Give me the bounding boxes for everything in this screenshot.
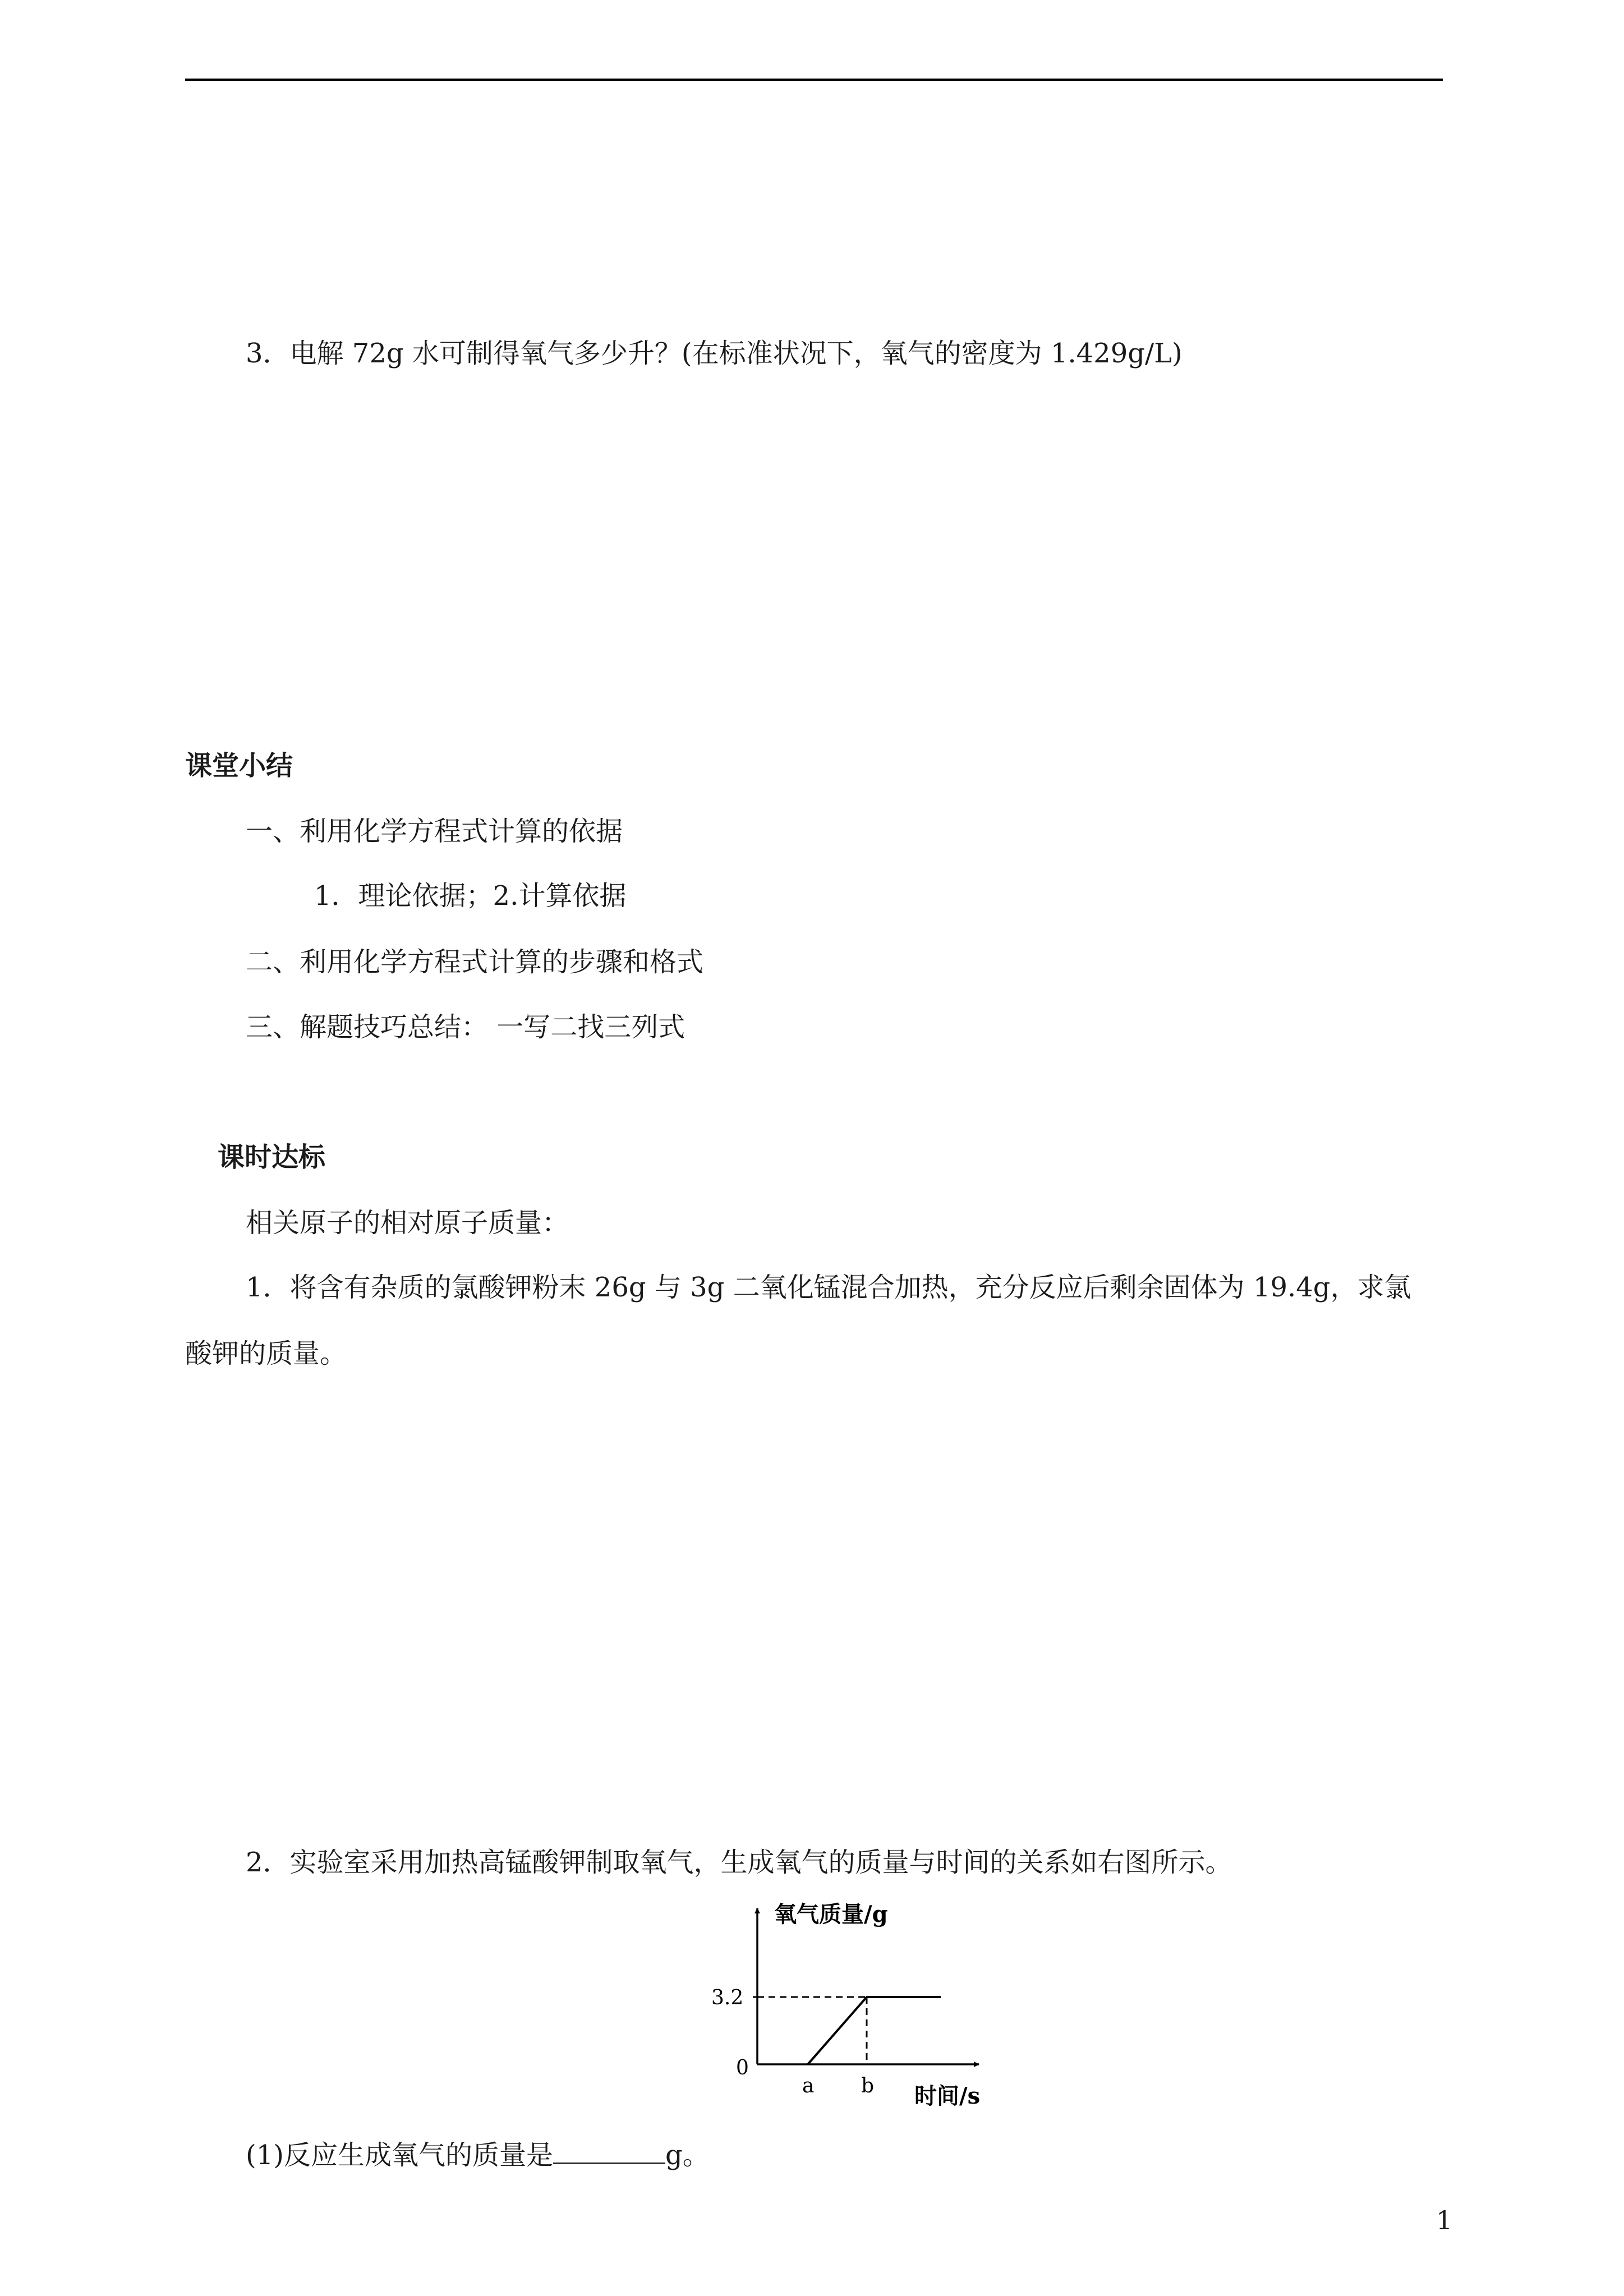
summary-item-1-sub: 1．理论依据；2.计算依据 [314,880,627,912]
origin-label: 0 [736,2056,749,2079]
drill-question-2-part-1 [246,2138,710,2172]
page-number: 1 [1436,2205,1453,2235]
drill-intro: 相关原子的相对原子质量： [246,1207,569,1239]
drill-question-1-line-1: 1．将含有杂质的氯酸钾粉末 26g 与 3g 二氧化锰混合加热，充分反应后剩余固体为 19.4g，求氯 [246,1272,1411,1303]
chart-marks [753,1997,941,2097]
summary-heading: 课堂小结 [185,750,293,781]
x-tick-label-b: b [861,2074,875,2097]
series-line [808,1997,941,2064]
drill-question-2: 2．实验室采用加热高锰酸钾制取氧气，生成氧气的质量与时间的关系如右图所示。 [246,1847,1232,1878]
summary-item-2: 二、利用化学方程式计算的步骤和格式 [246,946,704,978]
answer-blank[interactable] [553,2140,665,2164]
summary-item-3: 三、解题技巧总结： 一写二找三列式 [246,1011,686,1043]
part-1-suffix: g。 [665,2139,710,2171]
y-tick-label: 3.2 [711,1986,744,2009]
y-axis-label: 氧气质量/g [774,1902,888,1927]
drill-question-1-line-2: 酸钾的质量。 [185,1338,347,1369]
question-3: 3．电解 72g 水可制得氧气多少升？(在标准状况下，氧气的密度为 1.429g/L) [246,338,1183,369]
oxygen-mass-chart [696,1902,1010,2115]
summary-item-1: 一、利用化学方程式计算的依据 [246,816,623,847]
header-rule [185,79,1443,81]
x-tick-label-a: a [802,2074,815,2097]
drill-heading: 课时达标 [218,1142,326,1173]
part-1-prefix: (1)反应生成氧气的质量是 [246,2139,553,2171]
x-axis-label: 时间/s [914,2083,981,2109]
